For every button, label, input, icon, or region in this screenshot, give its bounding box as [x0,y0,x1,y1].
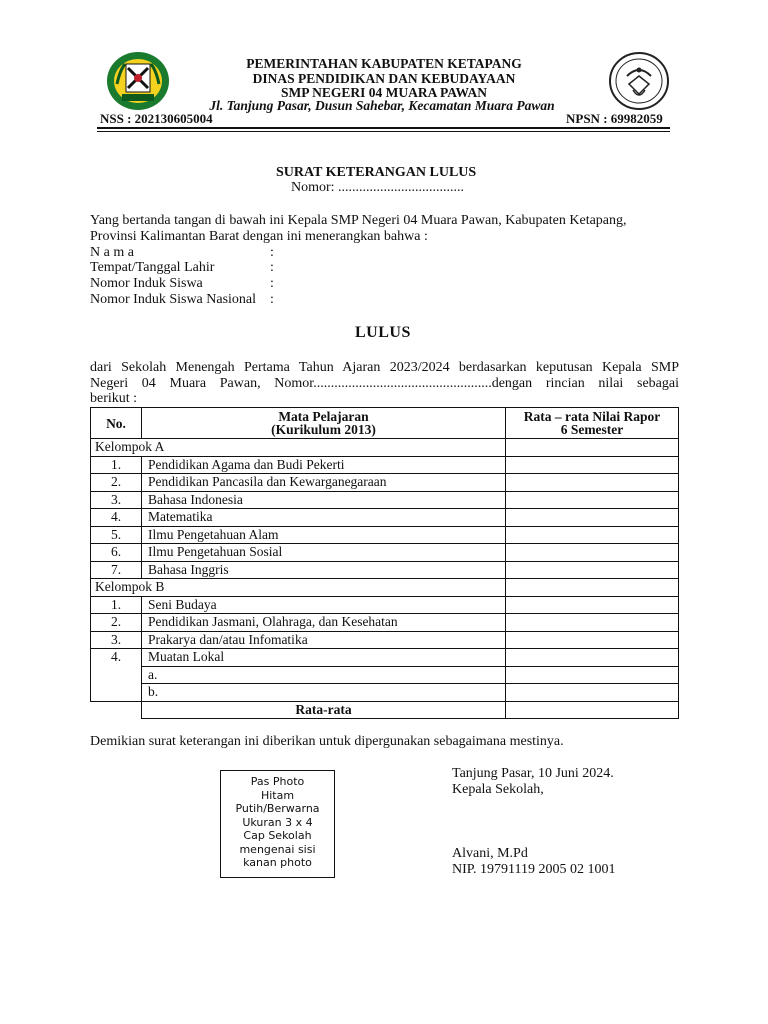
value-cell [506,526,679,544]
header-npsn: NPSN : 69982059 [566,111,663,126]
signature-position: Kepala Sekolah, [452,782,544,797]
value-cell [506,614,679,632]
header-department: DINAS PENDIDIKAN DAN KEBUDAYAAN [252,71,516,86]
value-cell [506,561,679,579]
row-no: 2. [91,474,142,492]
row-no: 5. [91,526,142,544]
value-cell [506,509,679,527]
photo-line-3: Putih/Berwarna [235,802,320,815]
header-address: Jl. Tanjung Pasar, Dusun Sahebar, Kecamatan Muara Pawan [209,98,555,113]
group-row [91,439,679,457]
decision-line-2: Negeri 04 Muara Pawan, Nomor...................................................dengan rincian nilai sebagai [90,376,679,391]
value-cell [506,491,679,509]
table-row [91,544,679,562]
table-row [91,614,679,632]
group-a-label: Kelompok A [91,439,506,457]
table-header-row [91,408,679,439]
row-no: 3. [91,631,142,649]
header-government: PEMERINTAHAN KABUPATEN KETAPANG [246,56,522,71]
value-cell [506,474,679,492]
row-subject: Ilmu Pengetahuan Sosial [142,544,506,562]
row-subject: Bahasa Indonesia [142,491,506,509]
row-no: 2. [91,614,142,632]
value-cell [506,579,679,597]
table-row [91,491,679,509]
row-subject: Pendidikan Pancasila dan Kewarganegaraan [142,474,506,492]
decision-line-3: berikut : [90,391,138,406]
header-value-line-2: 6 Semester [560,422,624,437]
decision-line-1: dari Sekolah Menengah Pertama Tahun Ajaran 2023/2024 berdasarkan keputusan Kepala SMP [90,360,679,375]
signature-nip: NIP. 19791119 2005 02 1001 [452,862,616,877]
identity-name-sep: : [270,245,274,260]
identity-nis-label: Nomor Induk Siswa [90,276,203,291]
value-cell [506,439,679,457]
letterhead-rule-thin [97,131,670,132]
identity-nisn-sep: : [270,292,274,307]
table-row [91,631,679,649]
row-no: 1. [91,596,142,614]
identity-name-label: N a m a [90,245,134,260]
photo-line-4: Ukuran 3 x 4 [242,815,313,829]
identity-nis-sep: : [270,276,274,291]
row-subject: Pendidikan Jasmani, Olahraga, dan Kesehatan [142,614,506,632]
intro-line-2: Provinsi Kalimantan Barat dengan ini menerangkan bahwa : [90,229,428,244]
header-value-line-1: Rata – rata Nilai Rapor [523,409,661,424]
photo-placeholder [220,770,335,878]
table-row [91,509,679,527]
header-subject-line-2: (Kurikulum 2013) [271,422,376,437]
table-row [91,526,679,544]
value-cell [506,649,679,667]
value-cell [506,684,679,702]
photo-line-7: kanan photo [243,856,312,869]
row-subject: Prakarya dan/atau Infomatika [142,631,506,649]
value-cell [506,456,679,474]
value-cell [506,596,679,614]
row-subject: Ilmu Pengetahuan Alam [142,526,506,544]
table-row [91,596,679,614]
row-subitem-a: a. [142,666,506,684]
average-label: Rata-rata [142,701,506,719]
average-row [91,701,679,719]
row-subitem-b: b. [142,684,506,702]
row-no: 3. [91,491,142,509]
average-spacer [91,701,142,719]
closing-text: Demikian surat keterangan ini diberikan untuk dipergunakan sebagaimana mestinya. [90,734,564,749]
header-no: No. [91,408,142,439]
photo-line-1: Pas Photo [250,775,305,788]
row-subject: Seni Budaya [142,596,506,614]
identity-nisn-label: Nomor Induk Siswa Nasional [90,292,257,307]
photo-line-6: mengenai sisi [239,842,316,856]
row-subject: Bahasa Inggris [142,561,506,579]
row-no: 6. [91,544,142,562]
grades-table [90,407,679,719]
value-cell [506,666,679,684]
signature-place-date: Tanjung Pasar, 10 Juni 2024. [452,766,614,781]
letter-title: SURAT KETERANGAN LULUS [276,165,477,180]
identity-birth-label: Tempat/Tanggal Lahir [90,260,215,275]
table-row [91,474,679,492]
header-subject-line-1: Mata Pelajaran [278,409,369,424]
signature-name: Alvani, M.Pd [452,846,528,861]
value-cell [506,544,679,562]
table-row [91,684,679,702]
row-no: 4. [91,649,142,702]
row-no: 4. [91,509,142,527]
group-row [91,579,679,597]
header-value [506,408,679,439]
letterhead-rule [97,127,670,129]
group-b-label: Kelompok B [91,579,506,597]
header-school-name: SMP NEGERI 04 MUARA PAWAN [280,85,487,100]
photo-line-5: Cap Sekolah [243,829,312,842]
letter-number: Nomor: .................................... [291,180,465,195]
row-no: 7. [91,561,142,579]
table-row [91,649,679,667]
header-nss: NSS : 202130605004 [100,111,213,126]
photo-line-2: Hitam [260,788,295,802]
table-row [91,561,679,579]
status-lulus: LULUS [355,324,411,341]
value-cell [506,631,679,649]
row-subject: Muatan Lokal [142,649,506,667]
table-row [91,456,679,474]
average-value [506,701,679,719]
row-subject: Matematika [142,509,506,527]
identity-birth-sep: : [270,260,274,275]
header-subject [142,408,506,439]
intro-line-1: Yang bertanda tangan di bawah ini Kepala SMP Negeri 04 Muara Pawan, Kabupaten Ketapang, [90,213,627,228]
row-no: 1. [91,456,142,474]
table-row [91,666,679,684]
row-subject: Pendidikan Agama dan Budi Pekerti [142,456,506,474]
